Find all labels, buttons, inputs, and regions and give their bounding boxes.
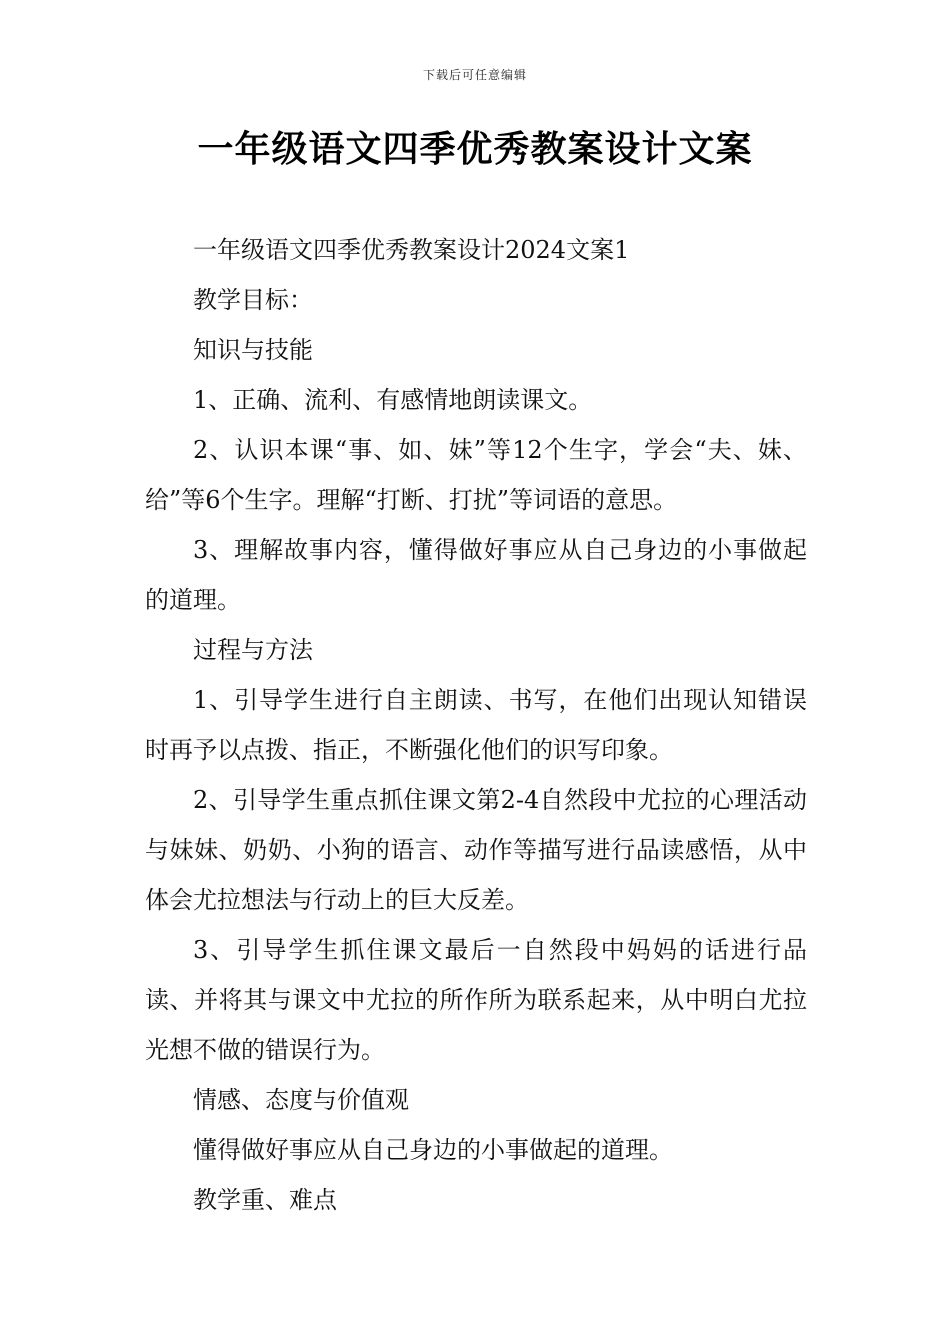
- paragraph-item: 2、认识本课“事、如、妹”等12个生字，学会“夫、妹、给”等6个生字。理解“打断、打扰”等词语的意思。: [145, 436, 807, 514]
- paragraph-item: 3、理解故事内容，懂得做好事应从自己身边的小事做起的道理。: [145, 536, 807, 614]
- paragraph-item: 2、引导学生重点抓住课文第2-4自然段中尤拉的心理活动与妹妹、奶奶、小狗的语言、动作等描写进行品读感悟，从中体会尤拉想法与行动上的巨大反差。: [145, 786, 807, 914]
- document-title: 一年级语文四季优秀教案设计文案: [197, 129, 753, 170]
- paragraph-emotion-values: 情感、态度与价值观: [193, 1086, 409, 1114]
- paragraph-item: 1、正确、流利、有感情地朗读课文。: [193, 386, 593, 414]
- paragraph-section-heading: 一年级语文四季优秀教案设计2024文案1: [193, 236, 630, 264]
- paragraph-key-difficulties: 教学重、难点: [193, 1186, 337, 1214]
- paragraph-knowledge-skills: 知识与技能: [193, 336, 313, 364]
- paragraph-item: 懂得做好事应从自己身边的小事做起的道理。: [193, 1136, 673, 1164]
- paragraph-process-methods: 过程与方法: [193, 636, 313, 664]
- paragraph-item: 1、引导学生进行自主朗读、书写，在他们出现认知错误时再予以点拨、指正，不断强化他们的识写印象。: [145, 686, 807, 764]
- header-note: 下载后可任意编辑: [422, 68, 527, 82]
- paragraph-item: 3、引导学生抓住课文最后一自然段中妈妈的话进行品读、并将其与课文中尤拉的所作所为联系起来，从中明白尤拉光想不做的错误行为。: [145, 936, 807, 1064]
- document-body: [145, 225, 807, 1225]
- paragraph-teaching-goals: 教学目标：: [193, 286, 313, 314]
